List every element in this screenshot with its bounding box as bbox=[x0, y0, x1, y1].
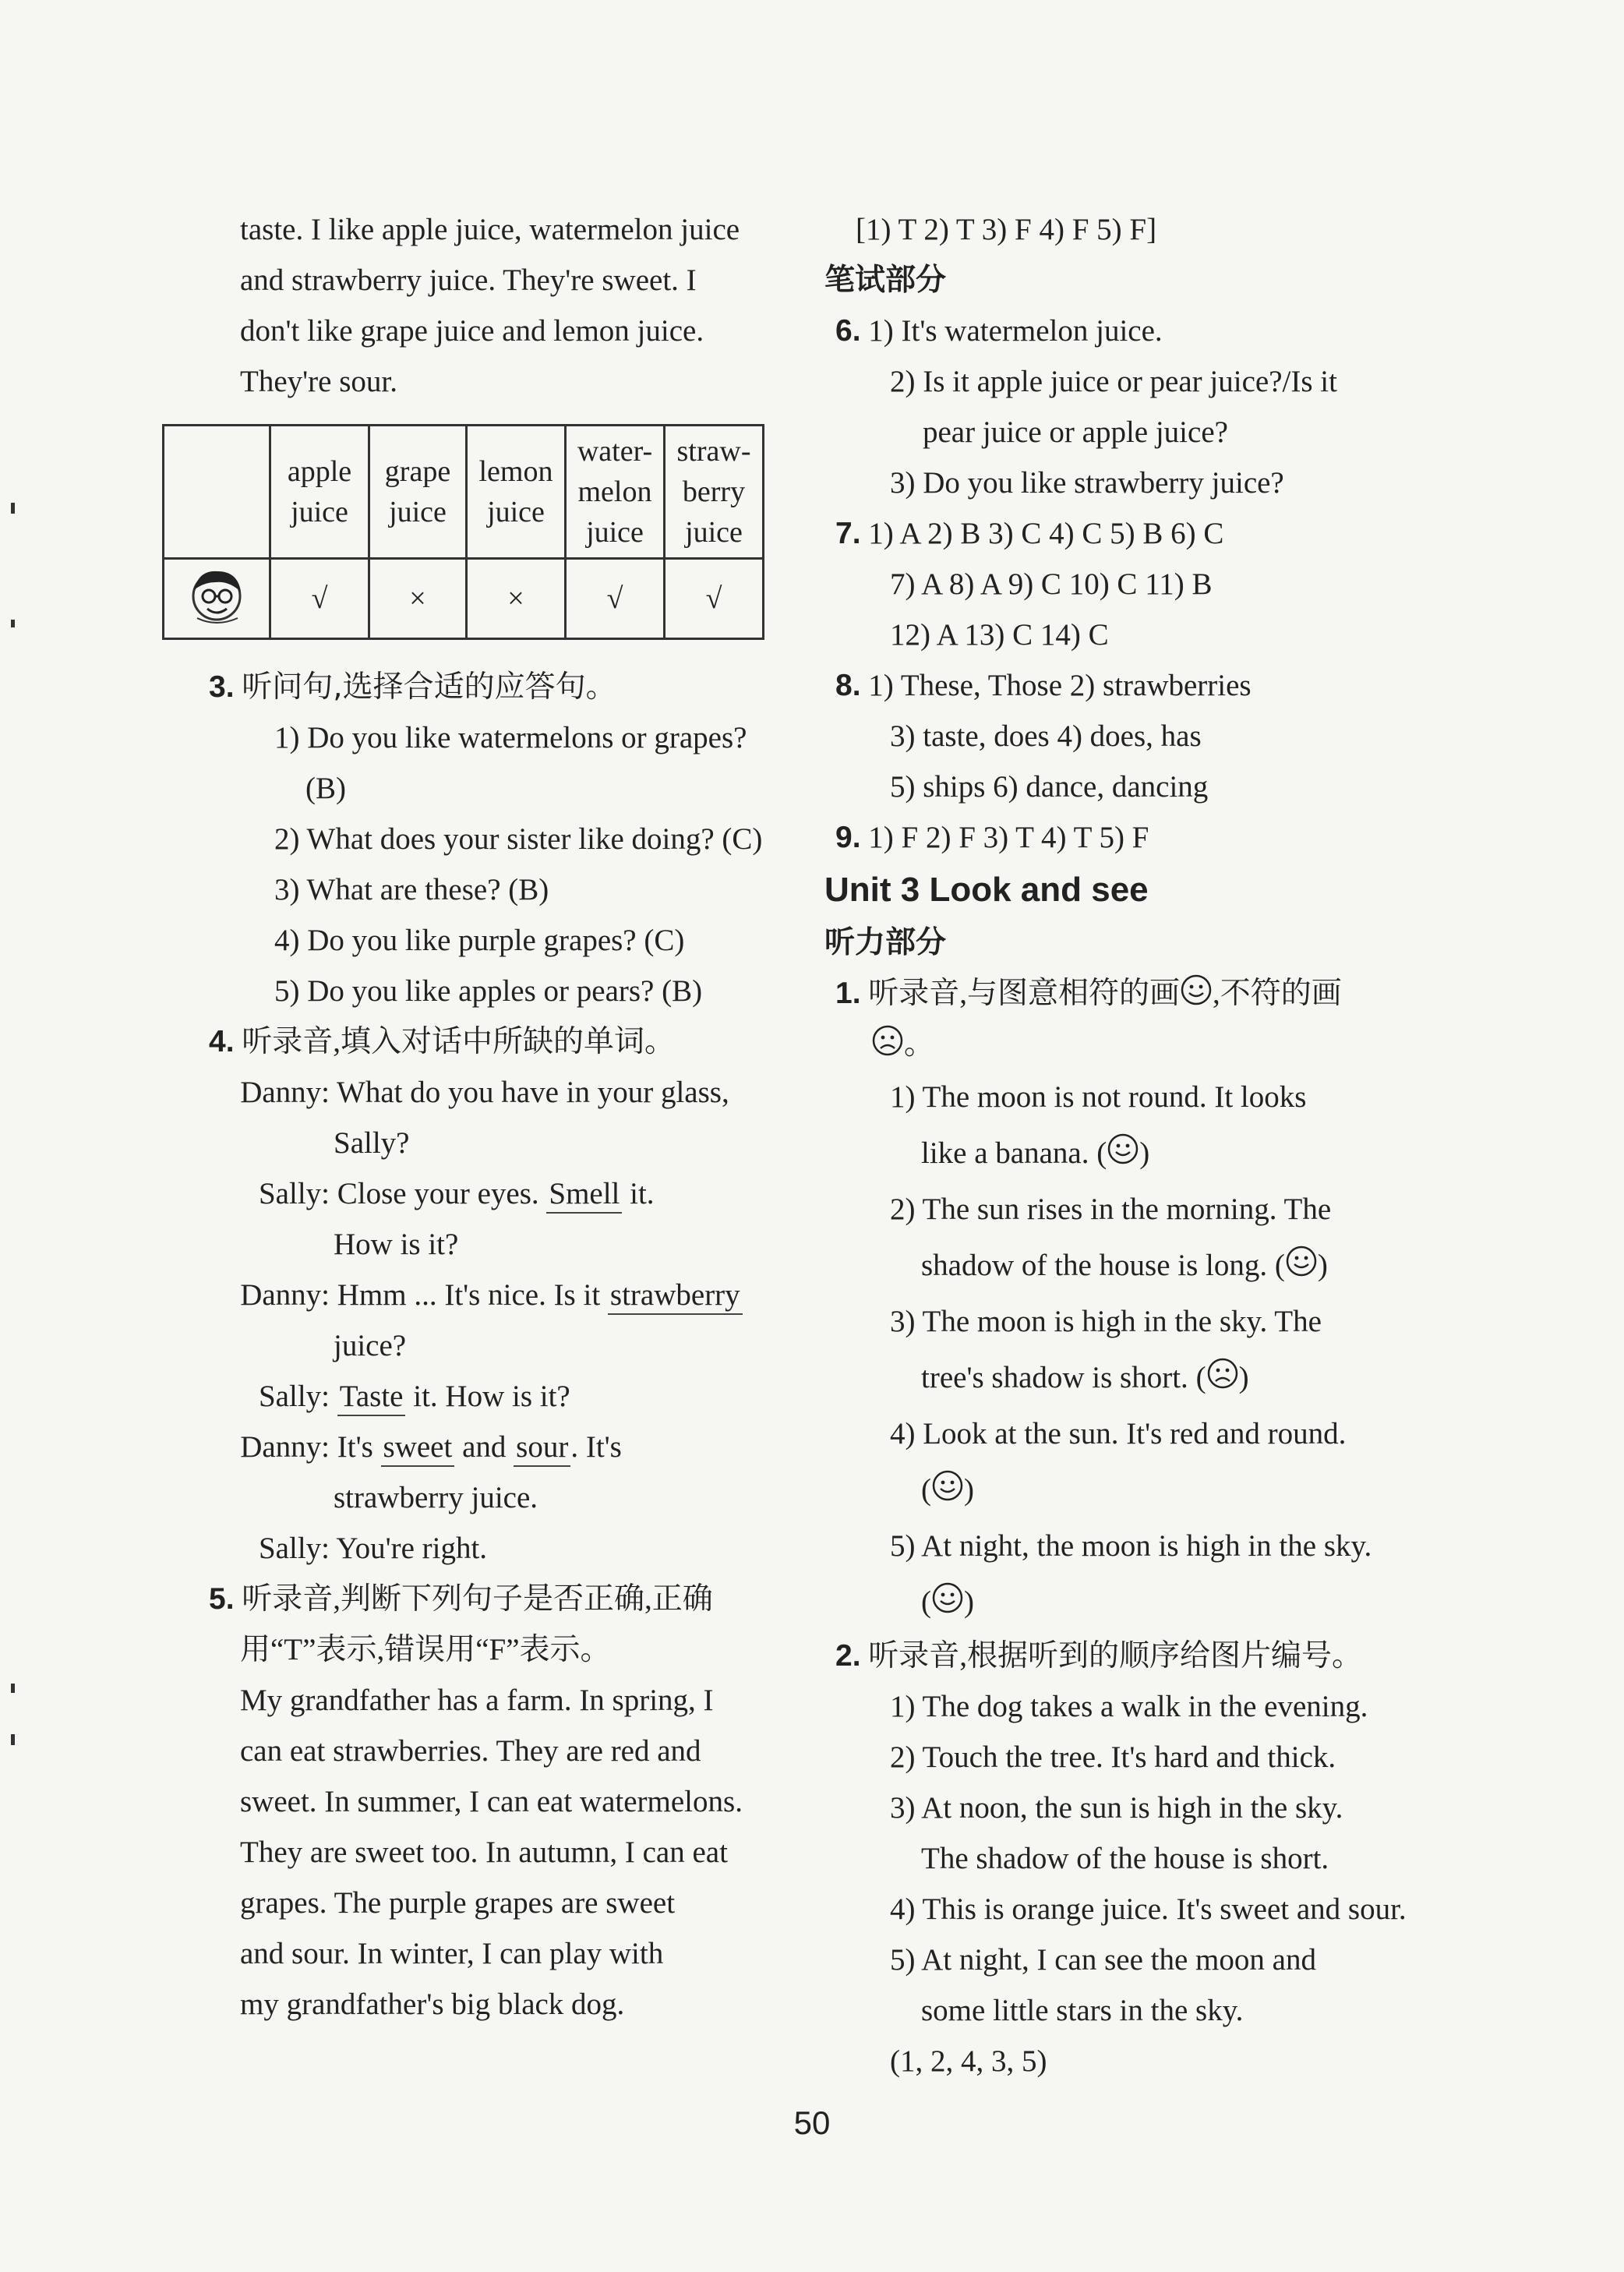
answer-line: 2) The sun rises in the morning. The bbox=[890, 1193, 1332, 1226]
question-3-answer: (B) bbox=[305, 772, 346, 805]
dialogue-line: Danny: Hmm ... It's nice. Is it strawberry bbox=[209, 1270, 801, 1320]
question-6: 6. 1) It's watermelon juice. bbox=[835, 314, 1163, 348]
happy-face-icon bbox=[931, 1465, 964, 1521]
scan-mark bbox=[11, 1734, 15, 1745]
speaker-label: Danny: bbox=[240, 1076, 330, 1109]
answer-line: 3) Do you like strawberry juice? bbox=[890, 466, 1284, 500]
dialogue-line: juice? bbox=[334, 1329, 407, 1362]
table-header-cell: water- melon juice bbox=[566, 426, 665, 559]
table-mark-cell: √ bbox=[566, 559, 665, 639]
question-3-item: 2) What does your sister like doing? (C) bbox=[274, 822, 763, 856]
question-3-item: 5) Do you like apples or pears? (B) bbox=[274, 974, 703, 1008]
speaker-label: Sally: bbox=[258, 1177, 330, 1210]
table-mark-cell: × bbox=[369, 559, 467, 639]
sad-face-icon bbox=[1206, 1352, 1239, 1408]
table-header-cell: grape juice bbox=[369, 426, 467, 559]
answer-line: 3) At noon, the sun is high in the sky. bbox=[890, 1791, 1343, 1825]
table-mark-cell: √ bbox=[665, 559, 764, 639]
passage-line: They are sweet too. In autumn, I can eat bbox=[240, 1836, 728, 1869]
passage-line: taste. I like apple juice, watermelon juice bbox=[240, 213, 740, 246]
answer-line: 4) Look at the sun. It's red and round. bbox=[890, 1417, 1347, 1450]
filled-blank: Taste bbox=[337, 1380, 406, 1416]
table-header-cell: straw- berry juice bbox=[665, 426, 764, 559]
filled-blank: sour bbox=[514, 1430, 570, 1467]
unit3-question-1-heading: 1. 听录音,与图意相符的画 ,不符的画 bbox=[824, 968, 1448, 1019]
question-3-item: 4) Do you like purple grapes? (C) bbox=[274, 924, 685, 957]
dialogue-line: Danny: What do you have in your glass, bbox=[209, 1067, 801, 1118]
answer-line: 5) At night, the moon is high in the sky. bbox=[890, 1529, 1372, 1563]
dialogue-line: Danny: It's sweet and sour. It's bbox=[209, 1422, 801, 1472]
filled-blank: sweet bbox=[381, 1430, 455, 1467]
passage-line: my grandfather's big black dog. bbox=[240, 1988, 625, 2021]
answer-line: 5) ships 6) dance, dancing bbox=[890, 770, 1209, 804]
table-mark-cell: × bbox=[467, 559, 566, 639]
dialogue-line: Sally: Close your eyes. Smell it. bbox=[209, 1168, 801, 1219]
speaker-label: Danny: bbox=[240, 1278, 330, 1312]
dialogue-line: Sally? bbox=[334, 1126, 410, 1160]
speaker-label: Sally: bbox=[258, 1532, 330, 1565]
scan-mark bbox=[11, 1684, 15, 1693]
left-column bbox=[209, 204, 801, 2030]
answer-line: ( ) bbox=[824, 1462, 1448, 1518]
unit3-question-2-heading: 2. 听录音,根据听到的顺序给图片编号。 bbox=[835, 1639, 1363, 1673]
question-5-heading: 5. 听录音,判断下列句子是否正确,正确 bbox=[209, 1582, 713, 1616]
speaker-label: Danny: bbox=[240, 1430, 330, 1464]
question-8: 8. 1) These, Those 2) strawberries bbox=[835, 669, 1252, 702]
passage-line: don't like grape juice and lemon juice. bbox=[240, 314, 704, 348]
table-header-cell: apple juice bbox=[270, 426, 369, 559]
question-3-item: 1) Do you like watermelons or grapes? bbox=[274, 721, 747, 754]
dialogue-line: strawberry juice. bbox=[334, 1481, 538, 1514]
question-4-heading: 4. 听录音,填入对话中所缺的单词。 bbox=[209, 1025, 676, 1058]
answer-line: 2) Touch the tree. It's hard and thick. bbox=[890, 1740, 1336, 1774]
table-mark-cell: √ bbox=[270, 559, 369, 639]
speaker-label: Sally: bbox=[258, 1380, 330, 1413]
right-column bbox=[824, 204, 1448, 2086]
page-number: 50 bbox=[793, 2104, 831, 2141]
passage-line: My grandfather has a farm. In spring, I bbox=[240, 1684, 714, 1717]
unit-title: Unit 3 Look and see bbox=[824, 871, 1149, 909]
answer-line: pear juice or apple juice? bbox=[923, 415, 1228, 449]
answer-line: 3) The moon is high in the sky. The bbox=[890, 1305, 1322, 1338]
question-5-heading-cont: 用“T”表示,错误用“F”表示。 bbox=[240, 1633, 611, 1666]
scan-mark bbox=[11, 503, 15, 514]
question-3-heading: 3. 听问句,选择合适的应答句。 bbox=[209, 670, 616, 705]
answer-line: 5) At night, I can see the moon and bbox=[890, 1943, 1316, 1977]
answer-line: 4) This is orange juice. It's sweet and sour. bbox=[890, 1892, 1407, 1926]
unit3-question-1-heading-cont: 。 bbox=[824, 1019, 1448, 1069]
answer-line: 3) taste, does 4) does, has bbox=[890, 719, 1202, 753]
answer-line: 7) A 8) A 9) C 10) C 11) B bbox=[890, 567, 1213, 601]
question-7: 7. 1) A 2) B 3) C 4) C 5) B 6) C bbox=[835, 517, 1224, 550]
answer-line: 1) The moon is not round. It looks bbox=[890, 1080, 1307, 1114]
dialogue-line: Sally: Taste it. How is it? bbox=[209, 1371, 801, 1422]
child-face-illustration bbox=[164, 559, 270, 639]
answer-line: shadow of the house is long. ( ) bbox=[824, 1238, 1448, 1294]
happy-face-icon bbox=[1285, 1240, 1318, 1296]
passage-line: sweet. In summer, I can eat watermelons. bbox=[240, 1785, 743, 1818]
filled-blank: Smell bbox=[546, 1177, 622, 1214]
question-9: 9. 1) F 2) F 3) T 4) T 5) F bbox=[835, 821, 1149, 854]
answer-line: (1, 2, 4, 3, 5) bbox=[890, 2044, 1047, 2078]
happy-face-icon bbox=[931, 1577, 964, 1633]
answer-line: ( ) bbox=[824, 1574, 1448, 1631]
happy-face-icon bbox=[1180, 971, 1213, 1022]
happy-face-icon bbox=[1107, 1128, 1139, 1184]
listening-section-heading: 听力部分 bbox=[824, 925, 947, 960]
passage-line: and strawberry juice. They're sweet. I bbox=[240, 263, 697, 297]
sad-face-icon bbox=[871, 1022, 904, 1072]
question-5-answers: [1) T 2) T 3) F 4) F 5) F] bbox=[856, 213, 1157, 246]
question-3-item: 3) What are these? (B) bbox=[274, 873, 549, 906]
juice-preference-table bbox=[162, 424, 764, 640]
answer-line: some little stars in the sky. bbox=[921, 1994, 1244, 2027]
answer-line: 2) Is it apple juice or pear juice?/Is it bbox=[890, 365, 1337, 398]
scan-mark bbox=[11, 620, 15, 627]
dialogue-line: Sally: You're right. bbox=[209, 1523, 801, 1574]
dialogue-line: How is it? bbox=[334, 1228, 459, 1261]
filled-blank: strawberry bbox=[608, 1278, 743, 1315]
answer-line: The shadow of the house is short. bbox=[921, 1842, 1329, 1875]
passage-line: and sour. In winter, I can play with bbox=[240, 1937, 664, 1970]
table-corner-cell bbox=[164, 426, 270, 559]
passage-line: They're sour. bbox=[240, 365, 397, 398]
passage-line: can eat strawberries. They are red and bbox=[240, 1734, 701, 1768]
answer-line: tree's shadow is short. ( ) bbox=[824, 1350, 1448, 1406]
table-header-cell: lemon juice bbox=[467, 426, 566, 559]
answer-line: like a banana. ( ) bbox=[824, 1125, 1448, 1182]
answer-line: 1) The dog takes a walk in the evening. bbox=[890, 1690, 1368, 1723]
written-section-heading: 笔试部分 bbox=[824, 263, 947, 298]
passage-line: grapes. The purple grapes are sweet bbox=[240, 1886, 676, 1920]
answer-line: 12) A 13) C 14) C bbox=[890, 618, 1109, 652]
